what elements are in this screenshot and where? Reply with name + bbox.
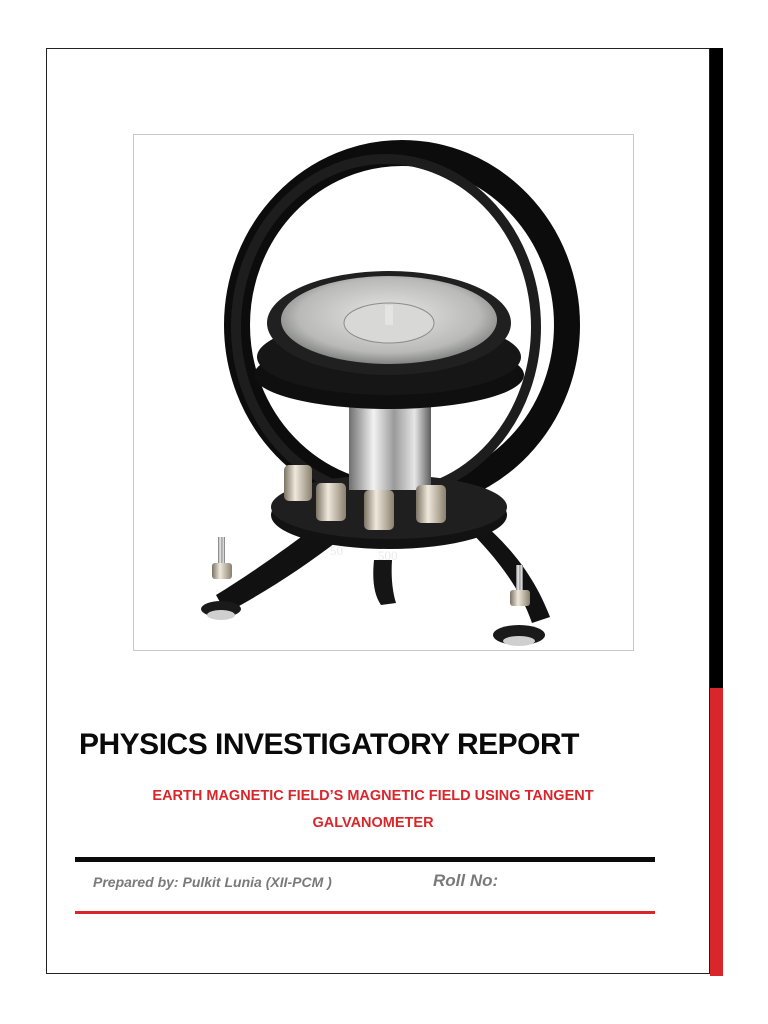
report-subtitle: EARTH MAGNETIC FIELD’S MAGNETIC FIELD USING TANGENT GALVANOMETER [152,788,594,831]
divider-red [75,911,655,914]
divider-black [75,857,655,862]
galvanometer-illustration [134,135,633,650]
galvanometer-photo [133,134,634,651]
prepared-by: Prepared by: Pulkit Lunia (XII-PCM ) [93,874,332,890]
scale-label-50: 50 [330,543,343,558]
scale-label-500: 500 [378,548,398,563]
side-bar-black [710,48,723,688]
report-title: PHYSICS INVESTIGATORY REPORT [79,728,579,761]
side-bar-red [710,688,723,976]
roll-number: Roll No: [433,871,499,890]
